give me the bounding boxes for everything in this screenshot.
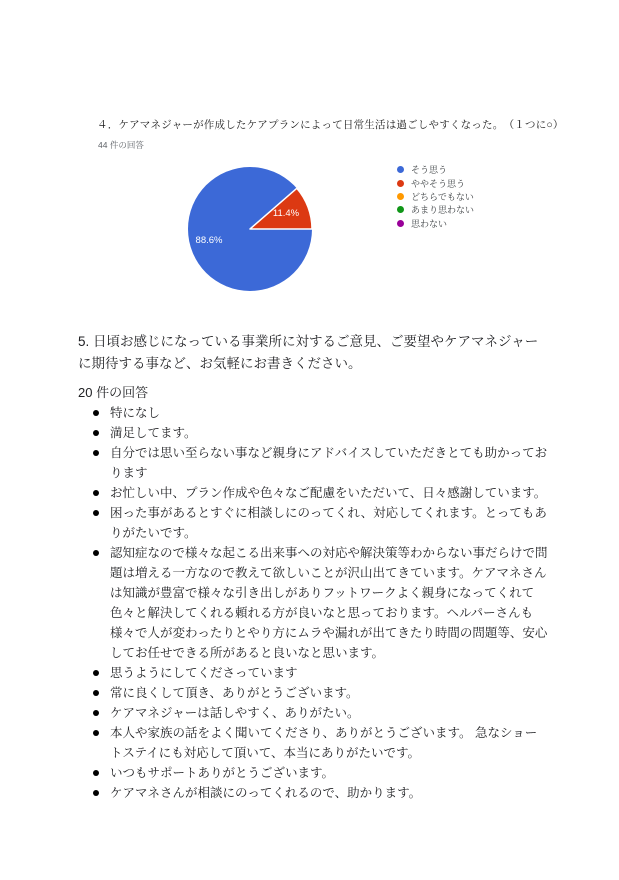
legend-label: ややそう思う — [411, 178, 466, 189]
bullet-icon — [93, 510, 99, 516]
response-item — [78, 683, 548, 703]
response-item — [78, 763, 548, 783]
response-text: 特になし — [110, 406, 161, 420]
response-item — [78, 403, 548, 423]
bullet-icon — [93, 410, 99, 416]
response-item — [78, 703, 548, 723]
legend-label: そう思う — [411, 165, 448, 176]
legend-item-neutral — [397, 190, 474, 203]
legend-item-agree — [397, 163, 474, 176]
bullet-icon — [93, 690, 99, 696]
response-list — [78, 403, 548, 803]
response-text: いつもサポートありがとうございます。 — [110, 766, 335, 780]
response-text: 本人や家族の話をよく聞いてくださり、ありがとうございます。 急なショートステイにも対応して頂いて、本当にありがたいです。 — [110, 726, 538, 760]
bullet-icon — [93, 710, 99, 716]
legend-item-somewhat-disagree — [397, 203, 474, 216]
legend-dot-icon — [397, 220, 404, 227]
response-text: 思うようにしてくださっています — [110, 666, 298, 680]
response-item — [78, 503, 548, 543]
question5-title: 5. 日頃お感じになっている事業所に対するご意見、ご要望やケアマネジャーに期待する事など、お気軽にお書きください。 — [78, 334, 539, 371]
response-item — [78, 423, 548, 443]
response-text: お忙しい中、プラン作成や色々なご配慮をいただいて、日々感謝しています。 — [110, 486, 547, 500]
response-item — [78, 543, 548, 663]
question5-response-count: 20 件の回答 — [78, 385, 149, 400]
question4-response-count: 44 件の回答 — [98, 140, 144, 150]
response-text: ケアマネジャーは話しやすく、ありがたい。 — [110, 706, 360, 720]
legend-label: あまり思わない — [411, 205, 475, 216]
pie-label-somewhat-agree: 11.4% — [272, 208, 300, 219]
response-text: 困った事があるとすぐに相談しにのってくれ、対応してくれます。とってもありがたいです。 — [110, 506, 547, 540]
response-item — [78, 483, 548, 503]
legend-dot-icon — [397, 180, 404, 187]
legend-item-somewhat-agree — [397, 176, 474, 189]
response-text: 認知症なので様々な起こる出来事への対応や解決策等わからない事だらけで問題は増える一方なので教えて欲しいことが沢山出てきています。ケアマネさんは知識が豊富で様々な引き出しがありフットワークよく親身になってくれて色々と解決してくれる頼れる方が良いなと思っております。ヘルパーさんも様々で人が変わったりとやり方にムラや漏れが出てきたり時間の問題等、安心してお任せできる所があると良いなと思います。 — [110, 546, 548, 660]
response-text: 常に良くして頂き、ありがとうございます。 — [110, 686, 359, 700]
legend-label: 思わない — [411, 218, 448, 229]
chart-legend — [397, 163, 474, 230]
legend-item-disagree — [397, 217, 474, 230]
legend-dot-icon — [397, 206, 404, 213]
response-item — [78, 723, 548, 763]
legend-dot-icon — [397, 166, 404, 173]
response-text: 満足してます。 — [110, 426, 197, 440]
bullet-icon — [93, 550, 99, 556]
response-item — [78, 663, 548, 683]
legend-dot-icon — [397, 193, 404, 200]
response-text: ケアマネさんが相談にのってくれるので、助かります。 — [110, 786, 422, 800]
bullet-icon — [93, 730, 99, 736]
question4-title: ４．ケアマネジャーが作成したケアプランによって日常生活は過ごしやすくなった。 （１つに○） — [97, 119, 564, 131]
pie-chart — [184, 163, 316, 295]
bullet-icon — [93, 770, 99, 776]
bullet-icon — [93, 670, 99, 676]
bullet-icon — [93, 450, 99, 456]
legend-label: どちらでもない — [411, 191, 474, 202]
pie-label-agree: 88.6% — [195, 235, 223, 246]
response-text: 自分では思い至らない事など親身にアドバイスしていただきとても助かっております — [110, 446, 548, 480]
bullet-icon — [93, 490, 99, 496]
bullet-icon — [93, 790, 99, 796]
response-item — [78, 783, 548, 803]
bullet-icon — [93, 430, 99, 436]
response-item — [78, 443, 548, 483]
